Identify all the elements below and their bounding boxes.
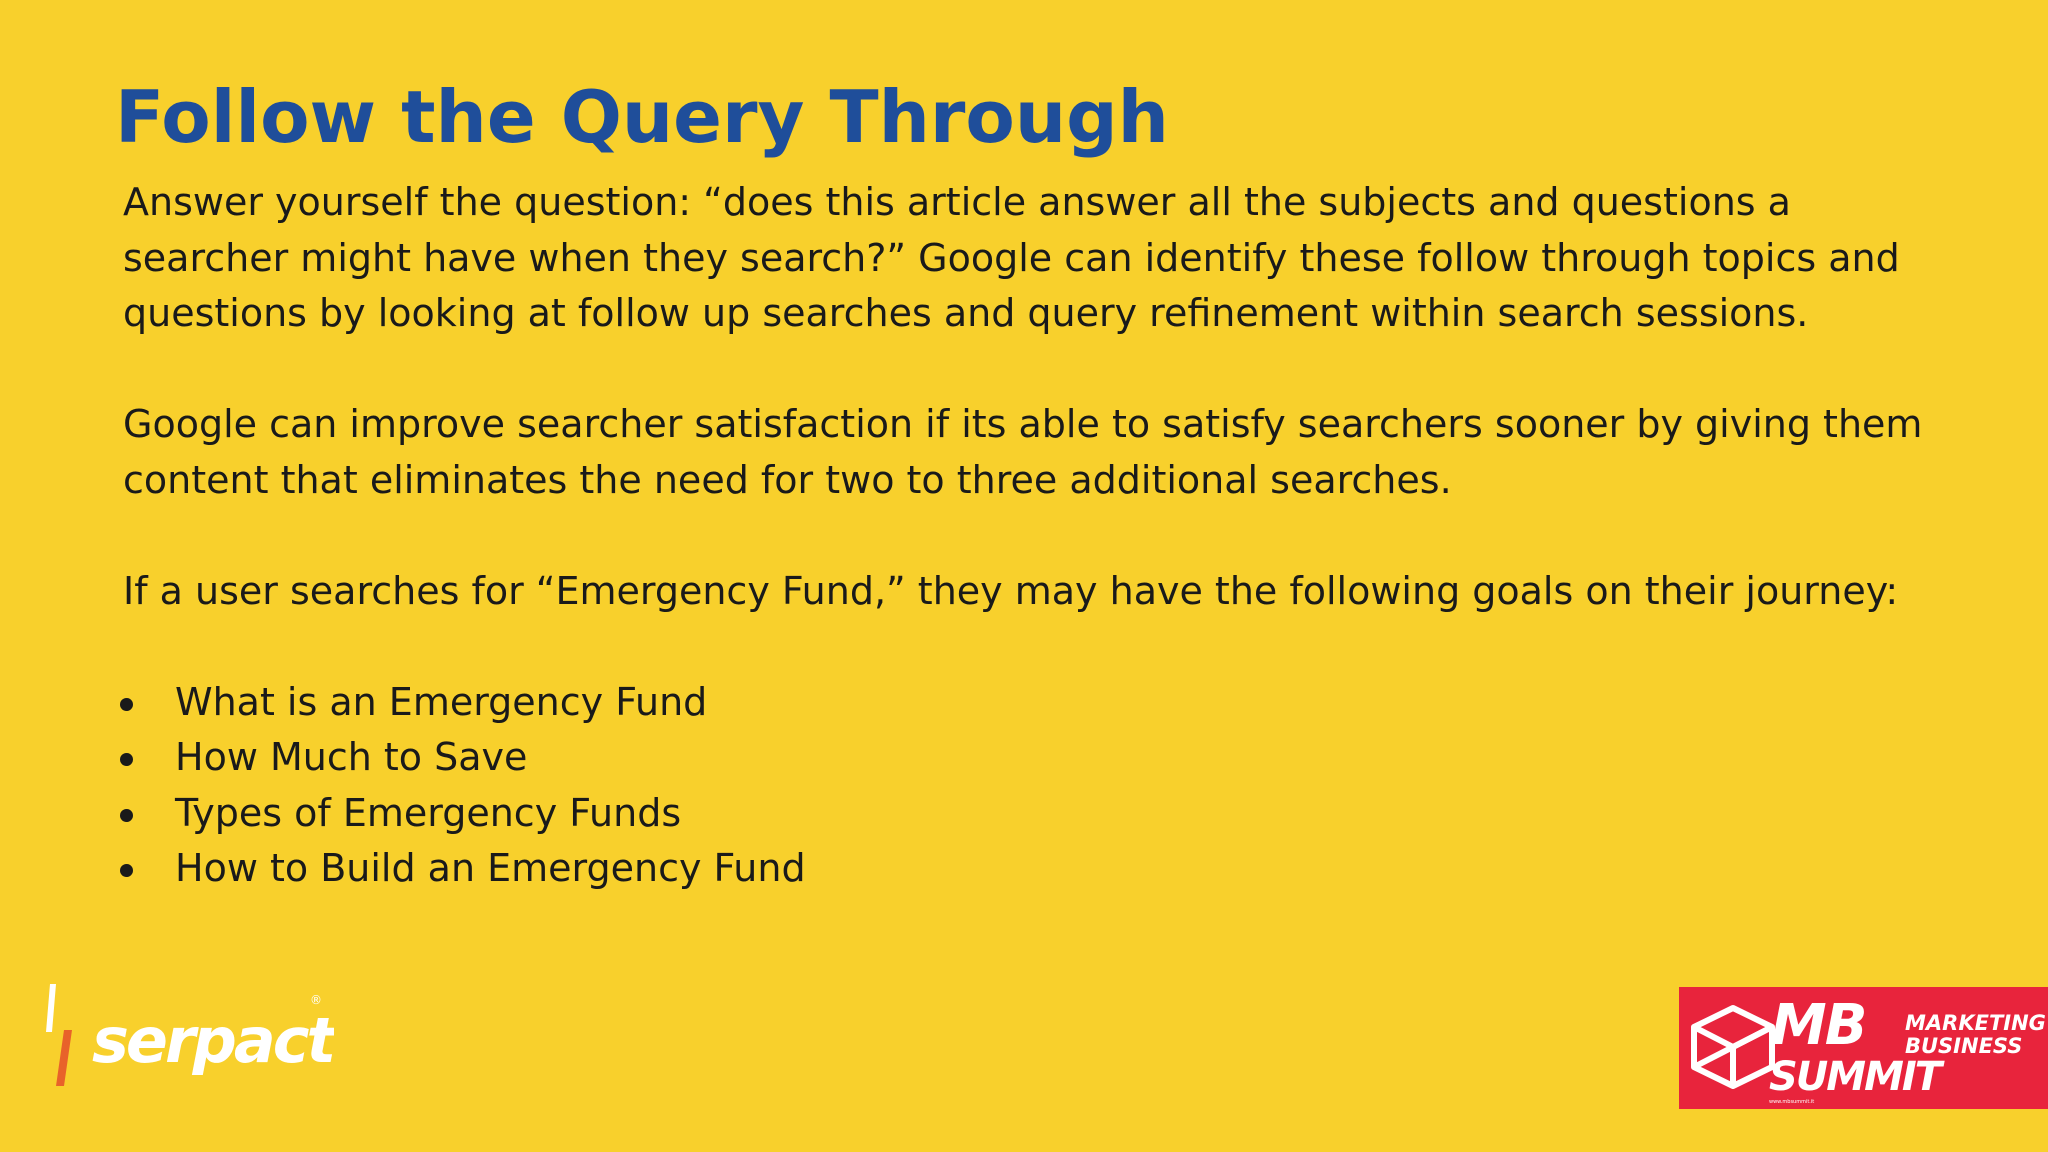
slide-body xyxy=(123,175,1953,897)
marketing-text: MARKETING xyxy=(1905,1011,2046,1035)
serpact-wordmark: serpact xyxy=(92,1004,334,1077)
paragraph-intro: Answer yourself the question: “does this article answer all the subjects and questions a searcher might have when they search?” Google can identify these follow through topics and questions by looking at follow up searches and query refinement within search sessions. xyxy=(123,180,1900,335)
cube-icon xyxy=(1694,1008,1772,1086)
mb-letters: MB xyxy=(1771,993,1866,1058)
mb-url-text: www.mbsummit.it xyxy=(1769,1099,1815,1105)
list-item: How Much to Save xyxy=(123,730,1953,786)
serpact-logo xyxy=(34,980,334,1090)
registered-mark: ® xyxy=(310,993,322,1007)
slide-title: Follow the Query Through xyxy=(115,75,1169,159)
paragraph-example: If a user searches for “Emergency Fund,” they may have the following goals on their journey: xyxy=(123,568,1899,613)
list-item: What is an Emergency Fund xyxy=(123,675,1953,731)
mb-summit-logo-mark xyxy=(1679,987,2048,1109)
goals-list xyxy=(123,675,1953,897)
business-text: BUSINESS xyxy=(1905,1034,2023,1058)
list-item: Types of Emergency Funds xyxy=(123,786,1953,842)
summit-text: SUMMIT xyxy=(1769,1054,1941,1100)
paragraph-satisfaction: Google can improve searcher satisfaction if its able to satisfy searchers sooner by giving them content that eliminates the need for two to three additional searches. xyxy=(123,402,1923,502)
list-item: How to Build an Emergency Fund xyxy=(123,841,1953,897)
mb-summit-logo xyxy=(1679,987,2048,1109)
serpact-logo-mark xyxy=(34,980,334,1090)
